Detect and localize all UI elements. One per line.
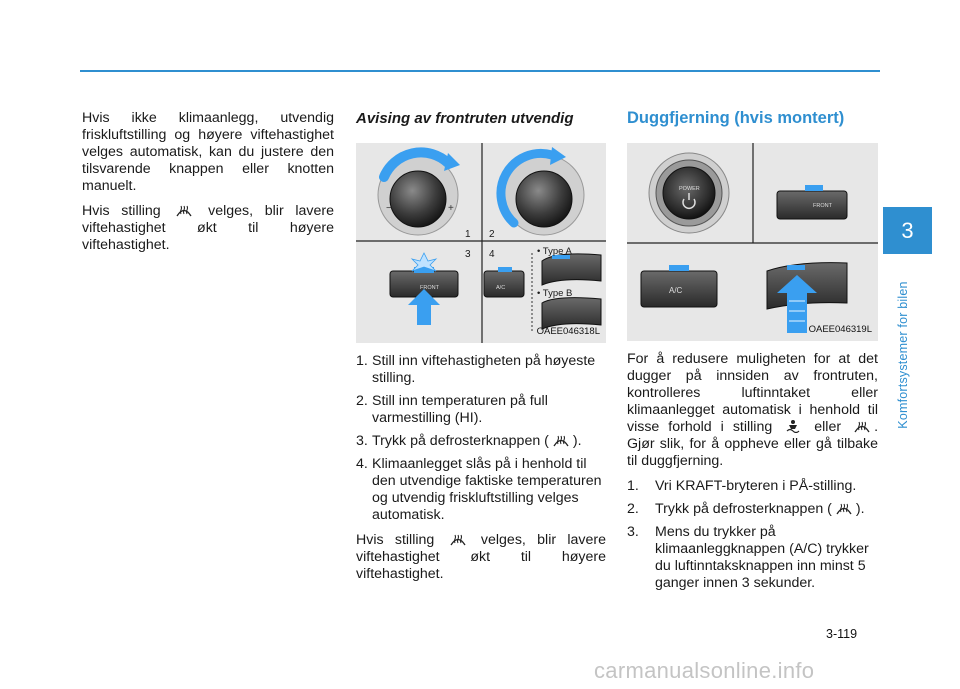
step-number: 1. — [627, 478, 639, 494]
step-number: 2. — [356, 393, 368, 409]
paragraph-defog-intro — [627, 351, 878, 470]
defrost-icon — [175, 203, 193, 217]
step-number: 2. — [627, 501, 639, 517]
step-text: Klimaanlegget slås på i henhold til den utvendige faktiske temperaturen og utvendig friskluftstilling velges automatisk. — [372, 456, 602, 523]
list-item — [627, 524, 878, 592]
figure-number-3: 3 — [465, 249, 471, 260]
text-fragment: Hvis stilling — [82, 203, 161, 219]
floor-defrost-icon — [784, 419, 802, 433]
front-label: FRONT — [420, 285, 439, 291]
list-item — [356, 353, 606, 387]
text-fragment: . Gjør slik, for å oppheve eller gå tilbake til duggfjerning. — [627, 419, 879, 469]
step-text: Still inn viftehastigheten på høyeste stilling. — [372, 353, 596, 386]
paragraph-intro: Hvis ikke klimaanlegg, utvendig friskluftstilling og høyere viftehastighet velges automatisk, kan du justere den tilsvarende knappen eller knotten manuelt. — [82, 110, 334, 194]
step-number: 1. — [356, 353, 368, 369]
list-item — [356, 433, 606, 450]
list-item — [356, 456, 606, 524]
figure-defrost-controls — [356, 143, 606, 343]
defrost-icon — [853, 419, 871, 433]
figure-code: OAEE046319L — [808, 324, 872, 335]
step-text: Still inn temperaturen på full varmestilling (HI). — [372, 393, 548, 426]
type-a-label: • Type A — [537, 246, 572, 257]
text-fragment: Hvis stilling — [356, 532, 435, 548]
step-text: Trykk på defrosterknappen ( — [655, 501, 832, 517]
watermark: carmanualsonline.info — [594, 658, 815, 683]
section-heading-defrost: Avising av frontruten utvendig — [356, 110, 574, 127]
section-heading-defog: Duggfjerning (hvis montert) — [627, 109, 845, 127]
text-fragment: eller — [814, 419, 842, 435]
step-number: 3. — [627, 524, 639, 540]
text-fragment: For å redusere muligheten for at det dugger på innsiden av frontruten, kontrolleres luftinntaket eller klimaanlegget automatisk i henhold til visse forhold i stilling — [627, 351, 878, 435]
steps-list — [356, 353, 606, 524]
svg-text:−: − — [386, 203, 392, 214]
steps-list — [627, 478, 878, 592]
figure-number-2: 2 — [489, 229, 495, 240]
list-item — [627, 501, 878, 518]
top-rule — [80, 70, 880, 72]
chapter-title: Komfortsystemer for bilen — [896, 281, 910, 429]
page-number: 3-119 — [826, 627, 858, 641]
figure-number-1: 1 — [465, 229, 471, 240]
figure-number-4: 4 — [489, 249, 495, 260]
list-item — [356, 393, 606, 427]
type-b-label: • Type B — [537, 288, 573, 299]
figure-code: OAEE046318L — [536, 326, 600, 337]
column-right — [627, 110, 878, 600]
step-text: Trykk på defrosterknappen ( — [372, 433, 549, 449]
step-text: Mens du trykker på klimaanleggknappen (A/C) trykker du luftinntaksknappen inn minst 5 ganger innen 3 sekunder. — [655, 524, 869, 591]
defrost-icon — [552, 433, 570, 447]
front-label: FRONT — [813, 203, 832, 209]
defrost-icon — [835, 501, 853, 515]
defrost-icon — [449, 532, 467, 546]
ac-label: A/C — [669, 286, 683, 295]
chapter-tab: 3 — [883, 207, 932, 254]
power-label: POWER — [679, 186, 700, 192]
list-item — [627, 478, 878, 495]
column-left — [82, 110, 334, 262]
paragraph-fan-speed — [356, 532, 606, 583]
paragraph-fan-speed — [82, 203, 334, 254]
text-fragment: velges, blir lavere viftehastighet økt til høyere viftehastighet. — [82, 203, 334, 253]
figure-illustration — [627, 143, 878, 341]
figure-defog-controls — [627, 143, 878, 341]
svg-text:+: + — [448, 203, 454, 214]
step-text: Vri KRAFT-bryteren i PÅ-stilling. — [655, 478, 857, 494]
text-fragment: velges, blir lavere viftehastighet økt til høyere viftehastighet. — [356, 532, 606, 582]
step-text: ). — [572, 433, 582, 449]
step-text: ). — [855, 501, 865, 517]
ac-label: A/C — [496, 285, 506, 291]
step-number: 3. — [356, 433, 368, 449]
step-number: 4. — [356, 456, 368, 472]
column-middle — [356, 110, 606, 591]
